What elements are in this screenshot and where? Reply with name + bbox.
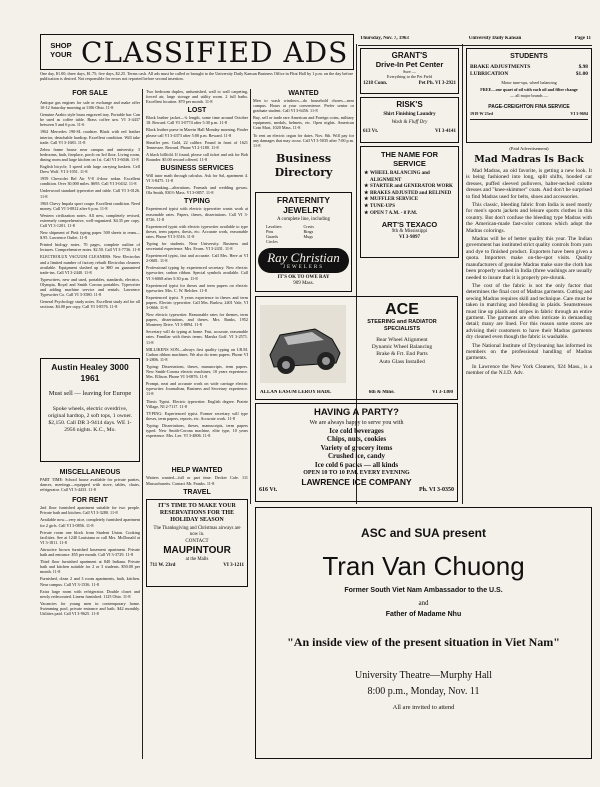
business-list [146,173,248,195]
madras-article [466,146,592,502]
frat-items [258,223,349,245]
party-line: We are always happy to serve you with [309,420,404,426]
price-row [470,71,588,78]
party-item: Ice cold beverages [329,427,384,435]
free-line: FREE—one quart of oil with each oil and filter change [480,87,578,93]
tran-time: 8:00 p.m., Monday, Nov. 11 [367,686,480,697]
maupin-line1: IT'S TIME TO MAKE YOUR RESERVATIONS FOR THE HOLIDAY SEASON [158,502,236,523]
service-item: TUNE-UPS ★ [364,203,396,209]
help-list [146,475,248,485]
lost-list [146,115,248,162]
party-item: Crushed ice, candy [328,452,385,461]
ace-addr: 6th & Mine. [368,390,395,395]
classified-ad: ELECTROLUX VACUUM CLEANERS. New Electrolux and a limited number of factory rebuilt Electrolux cleaners available. Equipment slashed up to $80 on guaranteed trade-ins. Call VI 3-2440. 11-8 [40,254,140,275]
fina-addr: 1919 W 23rd [470,111,493,117]
classified-ad: A black billfold. If found, please call ticket and ask for Bob Bounder. $5.00 reward offered. 11-8 [146,151,248,162]
classified-ad: Typing: Dissertations, theses, manuscripts, term papers. New Smith-Corona electric machines; 10 years experience. Mrs. Ellison. Phone VI 3-0876. 11-8 [146,363,248,380]
intro-list [146,89,248,104]
column-2 [146,89,248,759]
service-item: WHEEL BALANCING and ALIGNMENT ★ [364,171,430,183]
lost-heading: LOST [187,107,207,115]
classified-ad: Secretary will do typing at home. Fast, accurate, reasonable rates. Familiar with thesis terms. Marsha Goff. VI 3-2571. 11-8 [146,329,248,345]
star-icon: ★ [364,190,369,196]
classified-ad: Experienced typist. 9 years experience in theses and term papers. Electric typewriter. Call Mrs. Barlow, 2401 Vale, VI 3-0666. 11-8 [146,294,248,310]
typing-list [146,206,248,464]
misc-list [40,477,140,492]
classified-ad: Dressmaking—alterations. Formals and wedding gowns. Ola Smith, 830½ Mass. VI 3-0857. 11-8 [146,185,248,196]
ace-item: Brake & Frt. End Parts [376,351,428,358]
grants-name: GRANT'S [391,51,428,60]
page-number: Page 11 [574,36,591,41]
wanted-list [253,98,354,148]
ace-sub: STEERING and RADIATOR SPECIALISTS [367,319,437,332]
grants-line: Drive-In Pet Center [375,60,444,69]
fina-service-ad [466,48,592,143]
party-item: Ice cold 6 packs — all kinds [314,460,399,469]
tran-line1: Former South Viet Nam Ambassador to the U.S. [344,587,503,594]
tran-line2: Father of Madame Nhu [385,611,462,618]
fina-station: PAGE-CREIGHTON FINA SERVICE [488,104,570,111]
classified-ad: Men to wash windows—do household chores—near campus. Hours at your convenience. Prefer senior or graduate student. Call VI 3-6456. 11-8 [253,98,354,114]
classified-ad: 1962 Mercedes 190-SL roadster. Black with red leather interior, detachable hardtop. Excellent condition. Will take trade. Call VI 3-1683. 11-8 [40,129,140,145]
madras-paragraph: Madras will be of better quality this year. The Indian government has instituted strict quality controls from yarn and dye to finished product. Exporters have been given a quota. Importers make on-the-spot visits. Quality manufacturers of genuine Madras make sure the cloth has been properly washed in India (three washings are usually needed to insure that it is properly pre-shrunk. [466,236,592,281]
classified-ad: Attractive brown furnished basement apartment. Private bath and entrance. $55 per month. Call VI 3-3729. 11-8 [40,546,140,558]
issue-date: Thursday, Nov. 7, 1963 [360,36,409,41]
price-label: BRAKE ADJUSTMENTS [470,64,531,70]
maupin-line2: The Thanksgiving and Christmas airways are now in. [153,526,241,537]
frat-line: A complete line, including [276,217,331,222]
for-rent-heading: FOR RENT [72,497,108,505]
ace-item: Bear Wheel Alignment [376,337,428,343]
frat-logo [258,248,349,273]
risks-line2: Wash & Fluff Dry [391,120,428,125]
classified-ad: New electric typewriter. Reasonable rates for themes, term papers, dissertations, and theses. Mrs. Banks, 1952 Monterey Drive. VI 3-8894. 11-8 [146,312,248,328]
wanted-heading: WANTED [288,90,319,97]
classified-ad: To rent an electric organ for dates. Nov. 8th. Will pay for any damages that may occur. Call VI 3-5035 after 7:00 p.m. 11-8 [253,132,354,148]
grants-contact [363,81,456,87]
classified-ad: Zebra frame house near campus and university. 3 bedrooms, bath, fireplace, porch on 3rd floor. Living room, dining room and large kitchen on 1st. Call VI 3-6046. 11-8 [40,146,140,162]
ace-item: Dynamic Wheel Balancing [371,344,433,351]
service-item: OPEN 7 A.M. - 8 P.M. ★ [364,210,418,216]
classified-ad: Professional typing by experienced secretary. New electric typewriter, carbon ribbon. Special symbols available. Call VI 3-6068 after 5:30 p.m. 11-8 [146,265,248,281]
austin-healey-ad [40,358,140,462]
price-value: $1.00 [575,71,588,77]
masthead [40,34,354,70]
ace-text [350,301,454,366]
frat-item: Lavaliers [266,224,282,229]
party-contact [259,487,454,493]
classified-ad: Extra large room with refrigerator. Double closet and newly redecorated. Linens furnished. 1125 Ohio. 11-8 [40,588,140,599]
party-item: Variety of grocery items [320,443,393,452]
ace-names: ALLAN EASUM LEROY HADL [260,390,332,395]
classified-ad: Waiters wanted—full or part time. Decker Cafe. 111 Massachusetts. Contact Mr. Franks. 11-8 [146,475,248,486]
grants-ad [360,48,459,94]
classified-ad: Typewriters, new and used, portables, standards, electrics. Olympia, Royal and Smith Corona portables. Typewriter and adding machine service and rentals. Lawrence Typewriter Co. Call VI 3-3580. 11-8 [40,276,140,298]
price-row [470,64,588,71]
madras-paragraph: The cost of the fabric is not the only factor that determines the final cost of Madras garments. Cutting and sewing Madras requires skill and technique. Care must be taken in matching and blending in plaids. Seamstresses must line up plaids and stripes in fabric through an entire garment. The garments are often intricate in demanding detail; many are lined. For this reason some stores are advising their customers to have their Madras garments dry cleaned even though the fabric is washable. [466,282,592,341]
classified-ad: 1963 Chevy Impala sport coupe. Excellent condition. Need money. Call VI 3-0812 after 6 p.m. 11-8 [40,200,140,211]
business-directory-heading: Business Directory [274,151,333,179]
business-services-heading: BUSINESS SERVICES [160,165,234,173]
classified-ad: Vacancies for young men in contemporary home. Swimming pool, private entrance and bath. $42 monthly. Utilities paid. Call VI 3-9625. 11-8 [40,600,140,616]
help-wanted-heading: HELP WANTED [171,467,223,475]
paid-ad-label: (Paid Advertisement) [509,146,549,151]
classified-ad: Typing: Dissertations, theses, manuscripts, term papers typed. New Smith-Corona machine, elite type, 10 years experience. Mrs. Lee. VI 3-4806. 11-8 [146,422,248,439]
frat-item: Pins [266,229,274,235]
classified-ad: Will tutor math through calculus. Ask for Sal, apartment 4. VI 3-8475. 11-8 [146,173,248,184]
lawrence-ice-ad [255,403,458,502]
classified-ad: Private room one block from Student Union. Cooking facilities. See at 1240 Louisiana or call Mrs. McDonald at VI 3-1811. 11-8 [40,529,140,545]
fina-phone: VI 3-9694 [570,111,588,117]
travel-heading: TRAVEL [183,488,211,496]
tran-invite: All are invited to attend [392,704,455,711]
fraternity-jewelry-ad [255,192,352,292]
grants-addr: 1218 Conn. [363,81,388,87]
frat-item: Crests [303,224,314,229]
service-item: BRAKES ADJUSTED and RELINED ★ [364,190,452,196]
ace-car-illustration [260,305,346,383]
maupin-address [150,563,244,569]
ace-ad [255,296,458,400]
frat-item: Mugs [303,234,314,240]
arts-phone: VI 3-9897 [399,235,420,241]
tran-and: and [418,599,429,607]
madras-paragraph: Mad Madras, an old favorite, is getting a new look. It is being fashioned into long, split shifts, hooded car dresses, puffed sleeved pullovers, halter-necked culotte dresses and "knee-skimmer" coats. And don't be surprised to find Madras used for belts, shoes and accessories. [466,168,592,200]
grants-sure: Sure — [403,69,416,74]
brands-line: — all major brands — [510,93,548,99]
paper-name: University Daily Kansan [468,36,522,41]
party-item: Chips, nuts, cookies [326,435,387,444]
for-sale-heading: FOR SALE [72,90,108,97]
price-label: LUBRICATION [470,71,509,77]
maupintour-ad [146,499,248,587]
classified-ad: Typing for students. Near University. Business and secretarial experience. Mrs. Evans. VI 3-2431. 11-8 [146,240,248,252]
frat-tag: IT'S OK TO OWE RAY [277,275,330,281]
madras-paragraph: This classic, bleeding fabric from India is used mostly for men's sports jackets and leisure sports clothes in this country. But don't confuse the bleeding type Madras with the American-made fast-color cottons which adopt the Madras colorings. [466,202,592,234]
classified-ad: Black leather jacket—¾ length, some time around October 18. Reward. Call VI 3-0774 after 5:30 p.m. 11-8 [146,115,248,126]
star-icon: ★ [364,203,369,209]
arts-name: ART'S TEXACO [381,220,438,230]
fina-contact [470,111,588,116]
party-open: OPEN 10 TO 10 P.M. EVERY EVENING [303,470,410,477]
healey-line2: Spoke wheels, electric overdrive, original hardtop, 2 soft tops, 1 owner. $2,150. Call DR 3-9414 days. WE 1-2956 nights. K.C., Mo. [47,406,133,433]
classified-ad: Experienced typist for theses and term papers on electric typewriter. Mrs. C. W. Belcher. 11-8 [146,282,248,293]
for-rent-list [40,505,140,705]
classified-ad: Furnished, clean 2 and 3 room apartments, bath, kitchen. Near campus. Call VI 3-1536. 11-8 [40,576,140,587]
frat-item: Circles [266,239,278,245]
healey-line1: Must sell — leaving for Europe [48,390,132,397]
madras-title: Mad Madras Is Back [474,154,584,165]
tran-present: ASC and SUA present [361,526,486,540]
grants-phone: Pet Ph. VI 3-2921 [418,81,456,87]
classified-ad: Printed biology notes. 70 pages, complete outline of lectures. Comprehensive notes. $2.50. Call VI 3-7736. 11-8 [40,242,140,253]
classified-ad: Prompt, neat and accurate work on wide carriage electric typewriter. Journalism, Business and Secretary experience. 11-8 [146,381,248,397]
maupin-contact: CONTACT [185,539,209,545]
madras-paragraph: In Lawrence the New York Cleaners, 924 Mass., is a member of the N.I.D. Adv. [466,363,592,377]
party-addr: 616 Vt. [259,487,278,494]
ace-item: Auto Glass Installed [379,358,425,365]
classified-ad: Genuine Arabic style brass engraved tray. Portable bar. Can be used as coffee table. Brass coffee urn. VI 3-4437 between 5 and 6 p.m. 11-6 [40,112,140,128]
ace-title: ACE [385,301,419,318]
service-title: THE NAME FOR SERVICE [380,150,439,168]
misc-heading: MISCELLANEOUS [59,469,121,476]
classified-ad: 1959 Chevrolet Bel Air V-8 4-door sedan. Excellent condition. Over 30,000 miles. $695. Call VI 3-0432. 11-8 [40,176,140,187]
service-items [364,171,455,217]
service-item: STARTER and GENERATOR WORK ★ [364,184,453,190]
party-title: HAVING A PARTY? [314,407,399,418]
party-name: LAWRENCE ICE COMPANY [301,477,412,488]
classified-title: CLASSIFIED ADS [81,37,349,69]
grants-everything: Everything to the Pet Field [386,74,433,80]
frat-jewelers: JEWELERS [283,265,324,271]
healey-title: Austin Healey 3000 1961 [51,362,129,383]
students-heading: STUDENTS [510,53,548,60]
classified-ad: Experienced typist with electric typewriter wants work at reasonable rates. Papers, theses, dissertations. Call VI 3-0726. 11-8 [146,206,248,222]
price-value: $.98 [578,64,588,70]
frat-item: Rings [303,229,314,235]
ace-phone: VI 3-1300 [432,390,453,395]
classified-ad: Thesis Typist. Electric typewriter. English degree. Prairie Village, NI 2-7117. 11-8 [146,398,248,409]
motor-line: Motor tune-ups, wheel balancing [501,80,557,85]
frat-address: 909 Mass. [293,281,314,287]
classified-ad: Sheaffer pen. Gold, 22 calibre. Found in front of 1621 Tennessee. Reward. Phone VI 2-1180. 11-8 [146,139,248,150]
maupin-phone: VI 3-1211 [223,562,244,568]
classified-ad: MILLIKENS SON—always first quality typing on I.B.M. Carbon ribbon machines. We also do term papers. Phone VI 3-2806. 11-8 [146,346,248,362]
risks-phone: VI 3-4141 [435,129,456,134]
madras-body [466,168,592,377]
tran-venue: University Theatre—Murphy Hall [354,670,492,681]
classified-ad: Experienced typist, fast and accurate. Call Mrs. Here at VI 2-0681. 11-8 [146,253,248,264]
arts-texaco-ad [360,146,459,258]
star-icon: ★ [364,197,369,203]
frat-item: Guards [266,234,279,240]
risks-contact [363,129,456,135]
classified-ad: New shipment of Pink typing paper. 500 sheets to ream—$.95. Lawrence Outlet. 11-8 [40,230,140,241]
classified-ad: Underwood standard typewriter and table. Call VI 3-0126. 11-8 [40,188,140,199]
star-icon: ★ [364,171,369,176]
classified-ad: Black leather purse in Marvin Hall Monday morning. Finder please call VI 3-4373 after 5:00 p.m. Reward. 11-8 [146,127,248,138]
classified-ad: Two bedroom duplex, unfurnished, wall to wall carpeting, forced air, large storage and utility room. 2 full baths. Excellent location. $70 per month. 11-8 [146,89,248,105]
star-icon: ★ [364,184,369,190]
risks-ad [360,97,459,143]
ace-footer [260,390,453,396]
maupin-malls: at the Malls [185,557,209,563]
for-sale-list [40,100,140,350]
classified-ad: Available now—very nice, completely furnished apartment for 2 girls. Call VI 3-0856. 11-8 [40,517,140,528]
arts-addr: 9th & Mississippi [391,229,428,235]
classified-ad: Western civilization notes. All new, completely revised, extremely comprehensive, well-organized. $4.35 per copy. Call VI 3-1201. 11-8 [40,212,140,228]
frat-title: FRATERNITY JEWELRY [276,195,331,215]
classified-ad: Experienced typist with electric typewriter available to type theses, term papers, thesis, etc. Accurate work, reasonable rates. Phone VI 3-3516. 11-8 [146,223,248,239]
classified-ad: Antique gas engines for sale or exchange and make offer 10-12 Saturday morning at 1106 Ohio. 11-8 [40,100,140,111]
maupin-addr: 711 W. 23rd [150,562,176,568]
masthead-terms: One day, $1.00; three days, $1.75; five days, $2.25. Terms cash. All ads must be called or brought to the University Daily Kansan Business Office in Flint Hall by 1 p.m. on the day before publication is desired. Not responsible for errors not reported before second insertion. [40,71,354,82]
classified-ad: English bicycle, 3 speed with large carrying baskets. Cell Drew Wolf. VI 3-1051. 11-8 [40,164,140,175]
classified-ad: TYPING: Experienced typist. Former secretary will type theses, term papers, reports, etc. Accurate work. 11-8 [146,410,248,421]
classified-ad: Buy, sell or trade rare American and Foreign coins, military equipment, medals, helmets, etc. Open nights. American Coin Mart, 1020 Mass. 11-8 [253,115,354,131]
frat-name: Ray Christian [267,250,340,266]
typing-heading: TYPING [183,198,211,206]
party-phone: Ph. VI 3-0350 [418,487,454,494]
ace-items [350,337,454,366]
classified-ad: PART TIME: School house available for private parties, dances, meetings—equipped with stove, tables, chairs, refrigerator. Call VI 3-4433. 11-8 [40,477,140,493]
maupin-name: MAUPINTOUR [163,545,231,557]
star-icon: ★ [364,210,369,216]
risks-line1: Shirt Finishing Laundry [383,112,436,117]
ace-car-picture [260,305,346,383]
classified-ad: Third floor furnished apartment at 840 Indiana. Private bath and kitchen suitable for 2 or 3 students. $50.00 per month. 11-8 [40,559,140,575]
shop-your-label: SHOP YOUR [50,41,72,59]
risks-name: RISK'S [396,100,423,109]
classified-ad: 2nd floor furnished apartment suitable for two people. Private bath and kitchen. Call VI 3-3280. 11-8 [40,505,140,516]
tran-quote: "An inside view of the present situation in Viet Nam" [287,635,560,649]
tran-van-chuong-ad [255,507,592,759]
column-1 [40,89,140,759]
service-item: MUFFLER SERVICE ★ [364,197,419,203]
price-list [470,64,588,78]
risks-addr: 613 Vt. [363,129,379,134]
party-items [259,427,454,469]
tran-name: Tran Van Chuong [322,551,525,581]
madras-paragraph: The National Institute of Drycleaning has informed its members on the professional handling of Madras garments. [466,342,592,362]
classified-ad: General Psychology study notes. Excellent study aid for all sections. $4.00 per copy. Call VI 3-8576. 11-8 [40,299,140,310]
